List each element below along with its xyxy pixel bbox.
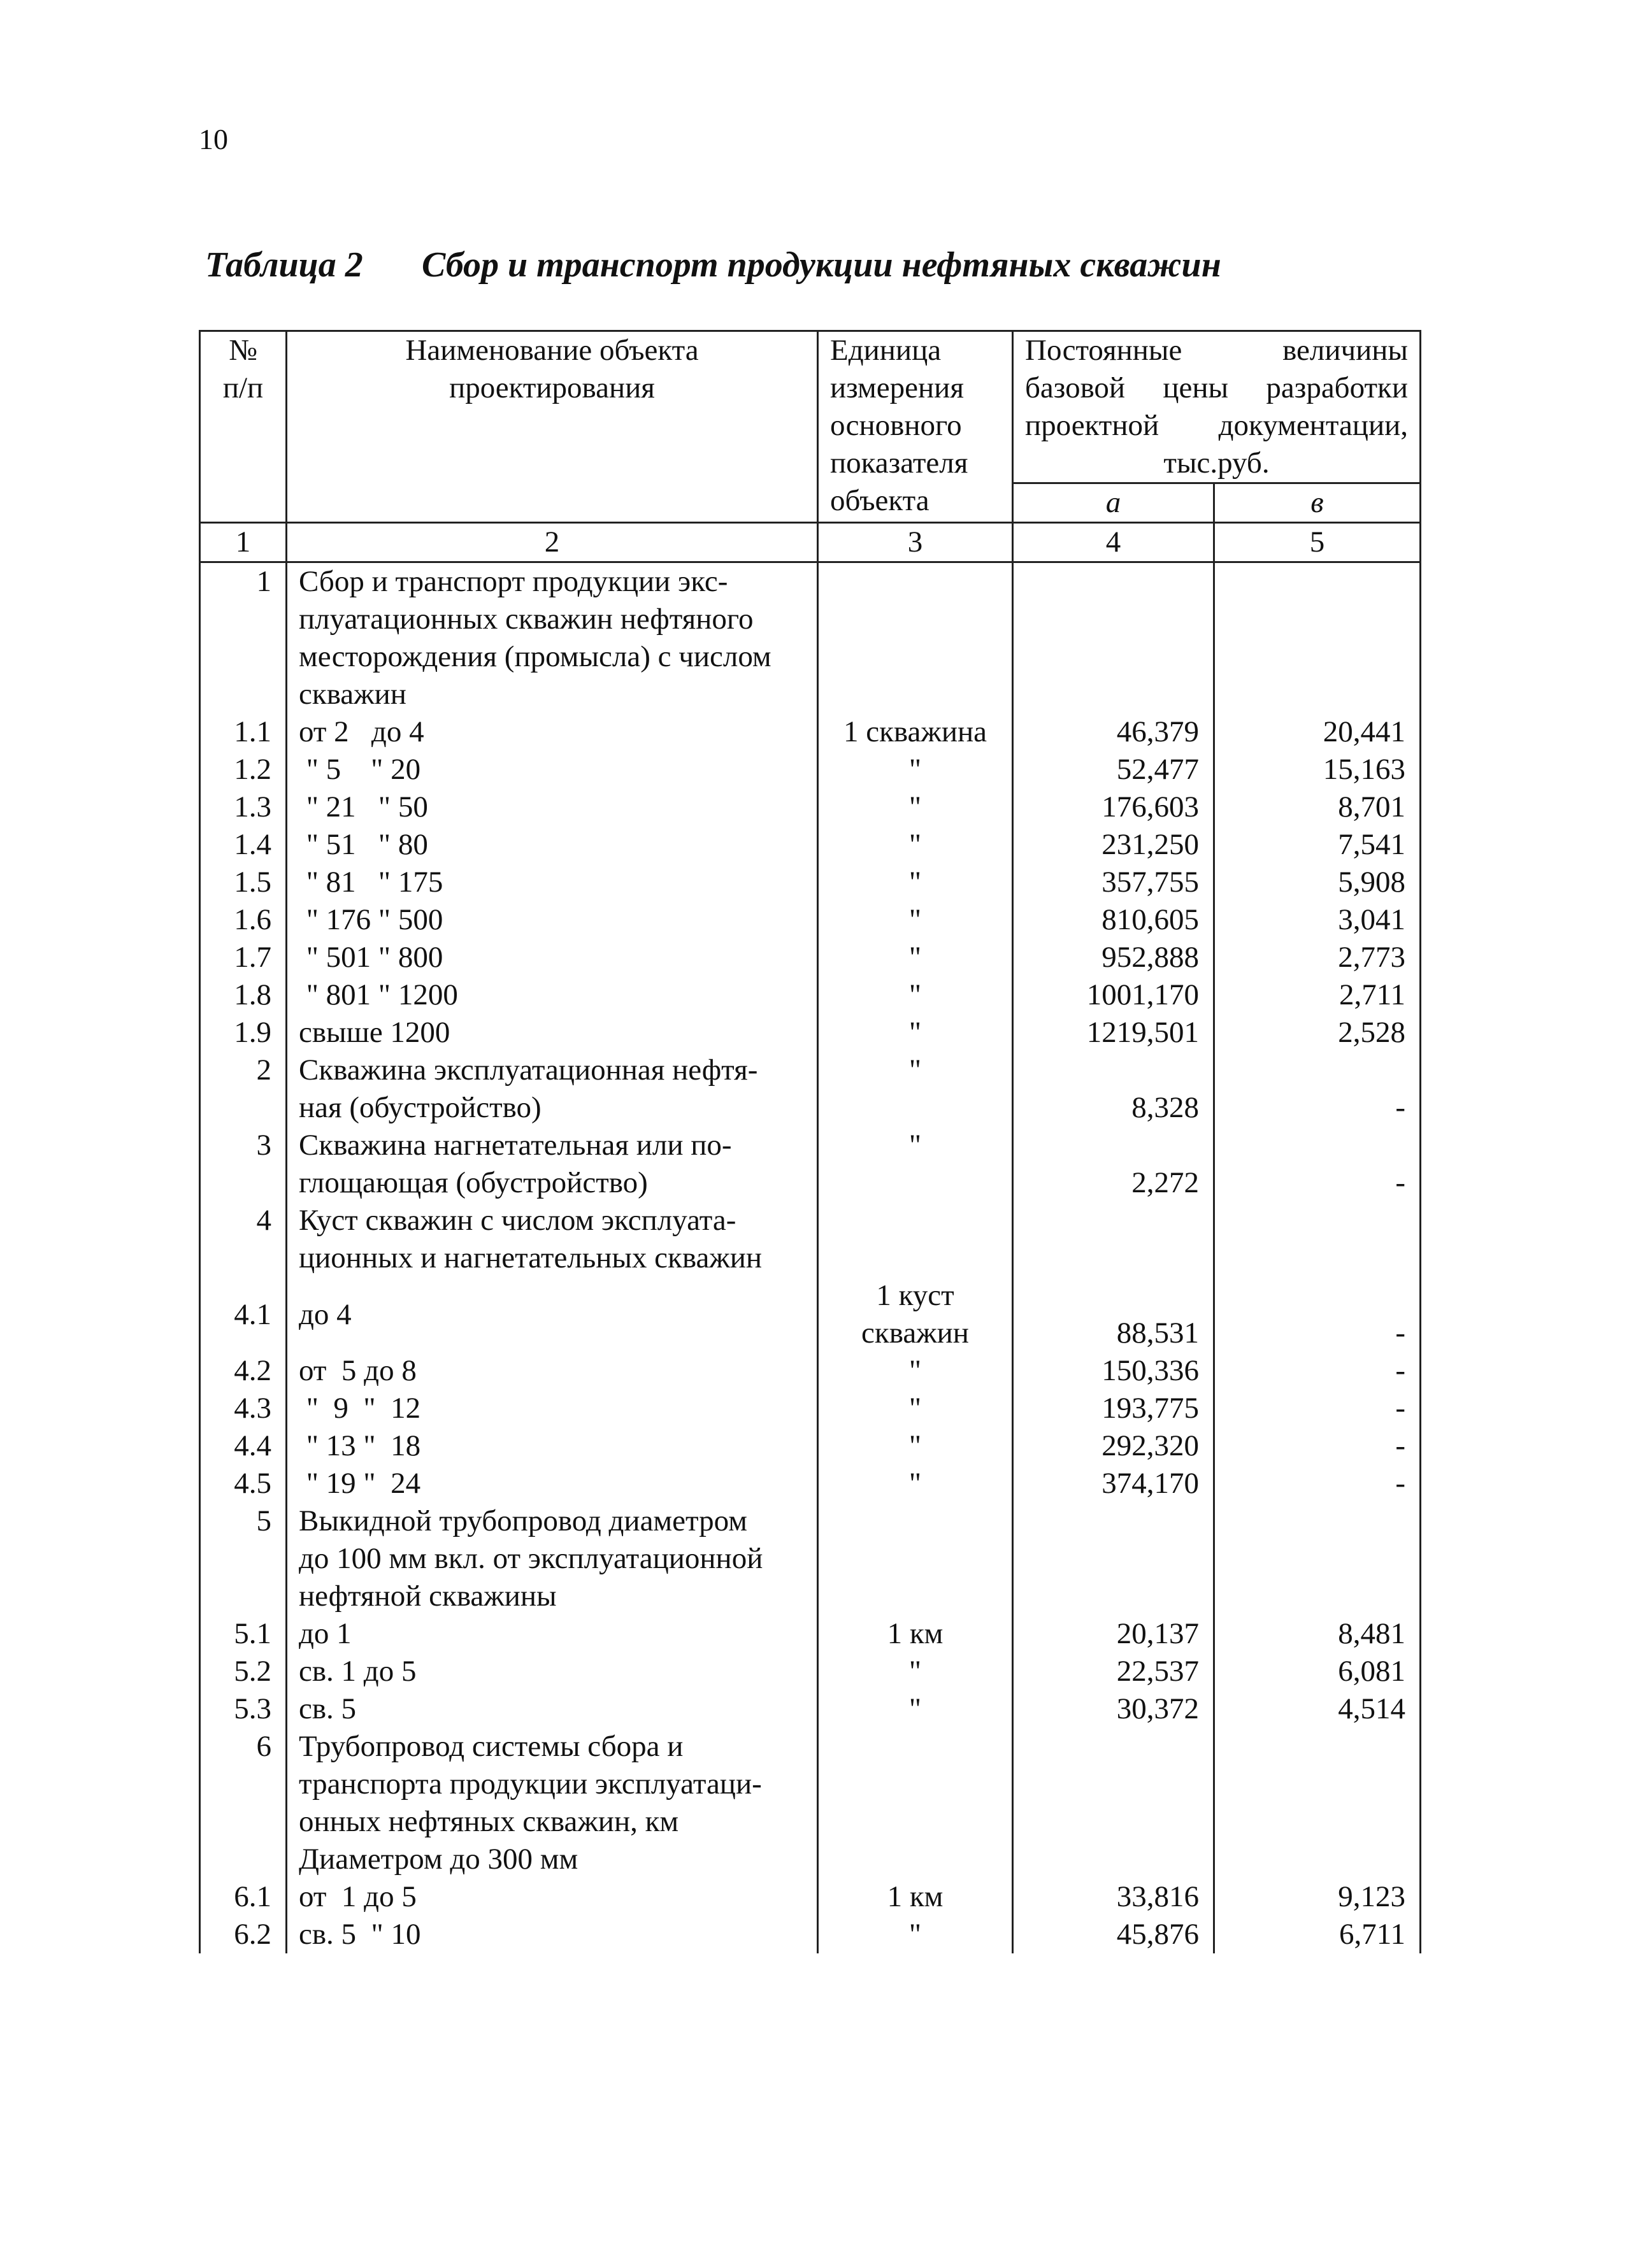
row-value-b <box>1214 1502 1421 1615</box>
column-number: 5 <box>1214 523 1421 562</box>
row-name-line: до 100 мм вкл. от эксплуатационной <box>299 1542 763 1575</box>
row-value-b: 7,541 <box>1214 826 1421 864</box>
column-number: 3 <box>818 523 1013 562</box>
header-num <box>200 331 287 523</box>
table-row <box>200 1653 1421 1690</box>
column-number: 4 <box>1013 523 1214 562</box>
row-unit: " <box>818 1427 1013 1465</box>
row-number: 1.3 <box>200 788 287 826</box>
row-value-b: 5,908 <box>1214 864 1421 901</box>
row-unit: " <box>818 1390 1013 1427</box>
table-caption-title: Сбор и транспорт продукции нефтяных скважин <box>422 245 1221 285</box>
row-unit: " <box>818 1916 1013 1953</box>
row-number: 1 <box>200 562 287 714</box>
row-name <box>287 1878 818 1916</box>
row-unit <box>818 562 1013 714</box>
row-unit: " <box>818 788 1013 826</box>
table-row <box>200 1014 1421 1052</box>
header-unit-line: измерения <box>830 371 964 404</box>
row-value-a: 33,816 <box>1013 1878 1214 1916</box>
table-row <box>200 901 1421 939</box>
row-number: 4.1 <box>200 1277 287 1352</box>
row-name-line: " 21 " 50 <box>299 790 428 824</box>
row-number: 6 <box>200 1728 287 1878</box>
row-value-a <box>1013 562 1214 714</box>
table-row <box>200 713 1421 751</box>
row-number: 1.6 <box>200 901 287 939</box>
table-row <box>200 1390 1421 1427</box>
row-value-b: 9,123 <box>1214 1878 1421 1916</box>
row-value-b: 2,773 <box>1214 939 1421 976</box>
row-name-line: от 2 до 4 <box>299 715 424 748</box>
row-number: 5.2 <box>200 1653 287 1690</box>
table-row <box>200 826 1421 864</box>
row-name <box>287 1052 818 1127</box>
header-name-line: Наименование объекта <box>405 334 699 367</box>
row-name-line: до 1 <box>299 1617 352 1650</box>
row-name-line: онных нефтяных скважин, км <box>299 1805 679 1838</box>
row-name-line: месторождения (промысла) с числом <box>299 640 771 673</box>
row-name-line: Выкидной трубопровод диаметром <box>299 1504 747 1537</box>
row-name-line: св. 1 до 5 <box>299 1655 417 1688</box>
table-row <box>200 788 1421 826</box>
row-value-a: 22,537 <box>1013 1653 1214 1690</box>
header-name-line: проектирования <box>449 371 655 404</box>
row-value-a: 150,336 <box>1013 1352 1214 1390</box>
row-name-line: св. 5 <box>299 1692 357 1725</box>
table-caption <box>205 245 1221 285</box>
row-name <box>287 1690 818 1728</box>
row-value-b <box>1214 562 1421 714</box>
row-name-line: от 1 до 5 <box>299 1880 417 1913</box>
row-value-a <box>1013 1728 1214 1878</box>
row-value-a: 45,876 <box>1013 1916 1214 1953</box>
table-body <box>200 562 1421 1954</box>
row-name-line: св. 5 " 10 <box>299 1918 421 1951</box>
row-name-line: скважин <box>299 678 406 711</box>
row-unit: " <box>818 1465 1013 1502</box>
row-value-b: - <box>1214 1390 1421 1427</box>
header-unit-line: основного <box>830 409 962 442</box>
row-unit: 1 км <box>818 1878 1013 1916</box>
row-number: 4 <box>200 1202 287 1277</box>
row-number: 1.2 <box>200 751 287 788</box>
row-name-line: транспорта продукции эксплуатаци- <box>299 1767 762 1801</box>
row-number: 1.8 <box>200 976 287 1014</box>
row-value-a: 46,379 <box>1013 713 1214 751</box>
header-constants-line: базовой цены разработки <box>1025 371 1409 404</box>
table-row <box>200 976 1421 1014</box>
row-value-b <box>1214 1728 1421 1878</box>
row-name-line: глощающая (обустройство) <box>299 1166 648 1199</box>
row-value-b: - <box>1214 1352 1421 1390</box>
row-value-b: 6,711 <box>1214 1916 1421 1953</box>
table-row <box>200 562 1421 714</box>
row-value-b: 2,711 <box>1214 976 1421 1014</box>
row-name-line: свыше 1200 <box>299 1016 450 1049</box>
row-number: 1.7 <box>200 939 287 976</box>
row-unit: " <box>818 939 1013 976</box>
table-row <box>200 864 1421 901</box>
row-name <box>287 1277 818 1352</box>
row-value-a: 357,755 <box>1013 864 1214 901</box>
row-name-line: " 801 " 1200 <box>299 978 458 1011</box>
row-name <box>287 1352 818 1390</box>
header-constants-line: Постоянные величины <box>1025 334 1409 367</box>
row-name <box>287 1014 818 1052</box>
row-unit: " <box>818 751 1013 788</box>
row-number: 6.1 <box>200 1878 287 1916</box>
row-unit: 1 скважина <box>818 713 1013 751</box>
row-name-line: " 13 " 18 <box>299 1429 421 1462</box>
row-unit: " <box>818 901 1013 939</box>
row-name <box>287 826 818 864</box>
row-name <box>287 713 818 751</box>
row-value-a: 952,888 <box>1013 939 1214 976</box>
row-value-b: 4,514 <box>1214 1690 1421 1728</box>
row-value-a: 193,775 <box>1013 1390 1214 1427</box>
table-row <box>200 1502 1421 1615</box>
row-value-b: - <box>1214 1127 1421 1202</box>
row-name <box>287 864 818 901</box>
table-row <box>200 1465 1421 1502</box>
row-name-line: " 5 " 20 <box>299 753 421 786</box>
row-unit: " <box>818 1014 1013 1052</box>
row-value-a: 20,137 <box>1013 1615 1214 1653</box>
row-value-a: 176,603 <box>1013 788 1214 826</box>
row-name-line: нефтяной скважины <box>299 1580 557 1613</box>
row-unit: 1 км <box>818 1615 1013 1653</box>
row-value-b: - <box>1214 1277 1421 1352</box>
table-row <box>200 1052 1421 1127</box>
row-number: 4.3 <box>200 1390 287 1427</box>
row-name <box>287 788 818 826</box>
row-unit: " <box>818 976 1013 1014</box>
row-number: 3 <box>200 1127 287 1202</box>
row-unit <box>818 1728 1013 1878</box>
header-constants-line: тыс.руб. <box>1163 446 1270 480</box>
row-value-a: 1219,501 <box>1013 1014 1214 1052</box>
row-number: 4.4 <box>200 1427 287 1465</box>
row-value-a: 231,250 <box>1013 826 1214 864</box>
table-row <box>200 1690 1421 1728</box>
row-unit <box>818 1202 1013 1277</box>
header-num-line: № <box>229 334 257 367</box>
row-name <box>287 1202 818 1277</box>
row-value-a: 30,372 <box>1013 1690 1214 1728</box>
table-row <box>200 1202 1421 1277</box>
row-name <box>287 1653 818 1690</box>
row-name-line: " 501 " 800 <box>299 941 443 974</box>
row-name-line: до 4 <box>299 1297 352 1331</box>
row-value-b: 8,701 <box>1214 788 1421 826</box>
row-number: 1.4 <box>200 826 287 864</box>
table-row <box>200 1615 1421 1653</box>
row-name <box>287 1427 818 1465</box>
row-unit: " <box>818 1052 1013 1127</box>
row-name-line: Сбор и транспорт продукции экс- <box>299 565 728 598</box>
row-name <box>287 751 818 788</box>
row-value-b: - <box>1214 1052 1421 1127</box>
row-unit: " <box>818 1653 1013 1690</box>
header-col-a: а <box>1013 483 1214 523</box>
row-name-line: " 176 " 500 <box>299 903 443 936</box>
table-caption-label: Таблица 2 <box>205 245 363 285</box>
row-name-line: " 81 " 175 <box>299 866 443 899</box>
row-value-a: 52,477 <box>1013 751 1214 788</box>
row-name <box>287 1728 818 1878</box>
header-num-line: п/п <box>222 371 264 404</box>
page-number: 10 <box>199 123 228 155</box>
row-unit: " <box>818 864 1013 901</box>
row-name-line: " 9 " 12 <box>299 1392 421 1425</box>
row-value-a: 2,272 <box>1013 1127 1214 1202</box>
row-value-a: 88,531 <box>1013 1277 1214 1352</box>
row-number: 1.1 <box>200 713 287 751</box>
row-name-line: Скважина эксплуатационная нефтя- <box>299 1053 758 1087</box>
header-col-b: в <box>1214 483 1421 523</box>
row-value-a: 292,320 <box>1013 1427 1214 1465</box>
row-number: 5 <box>200 1502 287 1615</box>
row-number: 1.9 <box>200 1014 287 1052</box>
table-row <box>200 1878 1421 1916</box>
row-value-b: - <box>1214 1427 1421 1465</box>
header-unit-line: показателя <box>830 446 968 480</box>
row-name-line: Трубопровод системы сбора и <box>299 1730 684 1763</box>
row-number: 5.3 <box>200 1690 287 1728</box>
row-number: 4.2 <box>200 1352 287 1390</box>
row-value-b: 3,041 <box>1214 901 1421 939</box>
row-name <box>287 562 818 714</box>
row-unit <box>818 1502 1013 1615</box>
row-name-line: плуатационных скважин нефтяного <box>299 603 754 636</box>
header-unit <box>818 331 1013 523</box>
row-name-line: ная (обустройство) <box>299 1091 542 1124</box>
row-number: 1.5 <box>200 864 287 901</box>
row-unit: " <box>818 1127 1013 1202</box>
row-name <box>287 1916 818 1953</box>
row-value-a: 1001,170 <box>1013 976 1214 1014</box>
row-value-b: - <box>1214 1465 1421 1502</box>
row-value-a: 810,605 <box>1013 901 1214 939</box>
row-name <box>287 1502 818 1615</box>
row-name <box>287 1465 818 1502</box>
row-value-b: 6,081 <box>1214 1653 1421 1690</box>
row-value-a <box>1013 1202 1214 1277</box>
row-number: 6.2 <box>200 1916 287 1953</box>
row-value-a: 8,328 <box>1013 1052 1214 1127</box>
header-constants-line: проектной документации, <box>1025 409 1409 442</box>
row-number: 4.5 <box>200 1465 287 1502</box>
row-name-line: " 51 " 80 <box>299 828 428 861</box>
row-value-b: 8,481 <box>1214 1615 1421 1653</box>
row-name-line: Скважина нагнетательная или по- <box>299 1129 732 1162</box>
row-number: 5.1 <box>200 1615 287 1653</box>
table-row <box>200 1728 1421 1878</box>
column-number: 1 <box>200 523 287 562</box>
header-unit-line: Единица <box>830 334 942 367</box>
row-value-a <box>1013 1502 1214 1615</box>
row-name <box>287 939 818 976</box>
header-unit-line: объекта <box>830 484 929 517</box>
row-unit: " <box>818 1690 1013 1728</box>
header-name <box>287 331 818 523</box>
header-constants <box>1013 331 1421 483</box>
table-row <box>200 751 1421 788</box>
row-unit: " <box>818 1352 1013 1390</box>
row-name-line: Куст скважин с числом эксплуата- <box>299 1204 736 1237</box>
row-name-line: ционных и нагнетательных скважин <box>299 1241 763 1274</box>
row-name <box>287 901 818 939</box>
row-name-line: Диаметром до 300 мм <box>299 1843 578 1876</box>
row-name <box>287 1615 818 1653</box>
table-row <box>200 1916 1421 1953</box>
row-value-b <box>1214 1202 1421 1277</box>
row-unit: 1 куст скважин <box>818 1277 1013 1352</box>
table-row <box>200 1352 1421 1390</box>
row-value-b: 15,163 <box>1214 751 1421 788</box>
row-number: 2 <box>200 1052 287 1127</box>
row-name-line: " 19 " 24 <box>299 1467 421 1500</box>
row-name <box>287 1390 818 1427</box>
row-name <box>287 1127 818 1202</box>
row-value-b: 2,528 <box>1214 1014 1421 1052</box>
row-name-line: от 5 до 8 <box>299 1354 417 1387</box>
table-row <box>200 1427 1421 1465</box>
data-table <box>199 330 1421 1953</box>
table-row <box>200 1277 1421 1352</box>
column-number: 2 <box>287 523 818 562</box>
row-unit: " <box>818 826 1013 864</box>
row-name <box>287 976 818 1014</box>
table-row <box>200 939 1421 976</box>
row-value-a: 374,170 <box>1013 1465 1214 1502</box>
table-row <box>200 1127 1421 1202</box>
row-value-b: 20,441 <box>1214 713 1421 751</box>
